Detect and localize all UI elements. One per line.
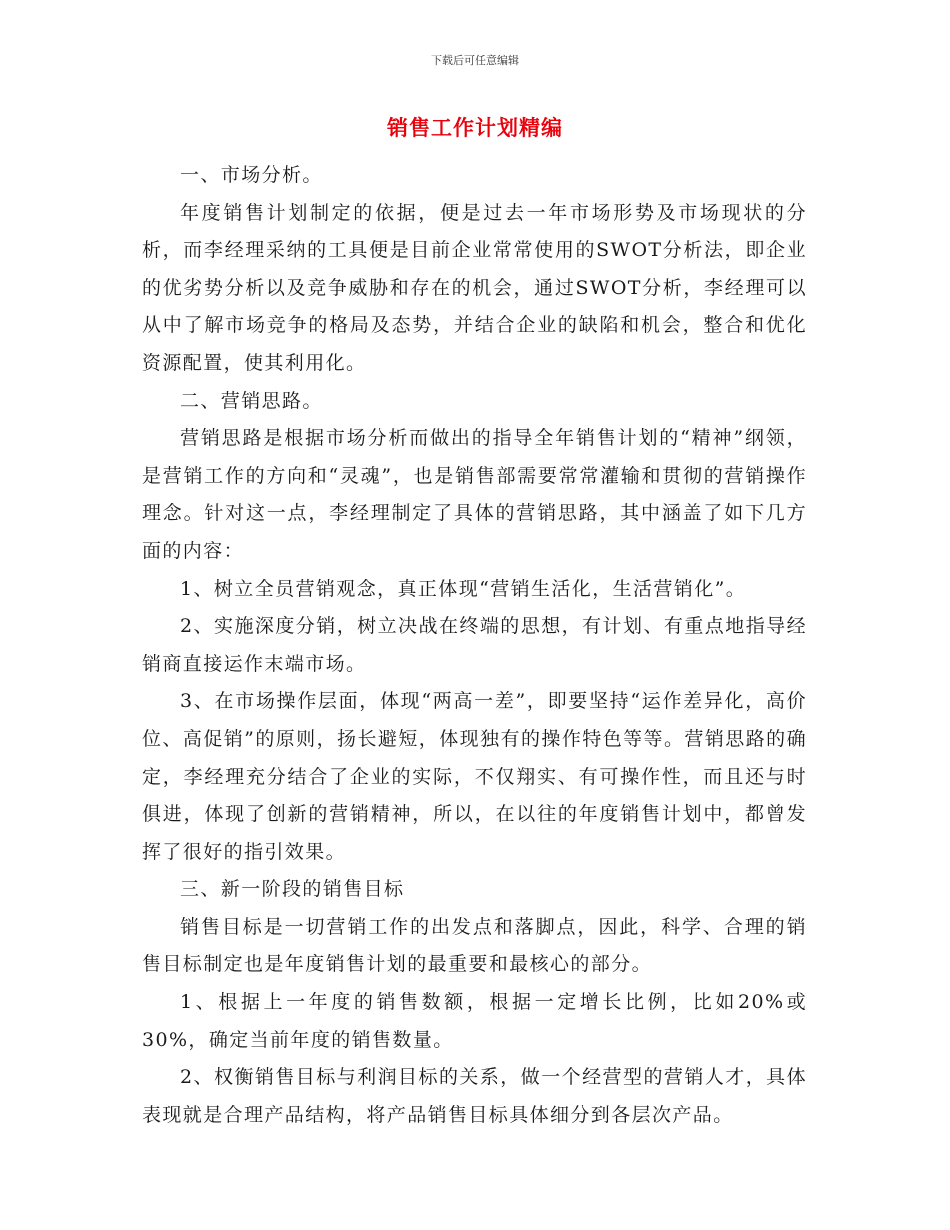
list-item-idea-2: 2、实施深度分销，树立决战在终端的思想，有计划、有重点地指导经销商直接运作末端市场。 [142,615,807,675]
list-item-idea-1: 1、树立全员营销观念，真正体现“营销生活化，生活营销化”。 [180,577,747,600]
list-item-target-2: 2、权衡销售目标与利润目标的关系，做一个经营型的营销人才，具体表现就是合理产品结构，将产品销售目标具体细分到各层次产品。 [142,1066,807,1126]
paragraph-sales-targets: 销售目标是一切营销工作的出发点和落脚点，因此，科学、合理的销售目标制定也是年度销售计划的最重要和最核心的部分。 [142,915,807,976]
list-item-idea-3: 3、在市场操作层面，体现“两高一差”，即要坚持“运作差异化，高价位、高促销”的原则，扬长避短，体现独有的操作特色等等。营销思路的确定，李经理充分结合了企业的实际，不仅翔实、有可操作性，而且还与时俱进，体现了创新的营销精神，所以，在以往的年度销售计划中，都曾发挥了很好的指引效果。 [142,690,807,863]
section-heading-market-analysis: 一、市场分析。 [180,164,323,186]
paragraph-market-analysis: 年度销售计划制定的依据，便是过去一年市场形势及市场现状的分析，而李经理采纳的工具便是目前企业常常使用的SWOT分析法，即企业的优劣势分析以及竞争威胁和存在的机会，通过SWOT分析，李经理可以从中了解市场竞争的格局及态势，并结合企业的缺陷和机会，整合和优化资源配置，使其利用化。 [142,201,807,374]
document-title: 销售工作计划精编 [387,116,563,140]
list-item-target-1: 1、根据上一年度的销售数额，根据一定增长比例，比如20%或30%，确定当前年度的销售数量。 [142,991,807,1051]
section-heading-marketing-ideas: 二、营销思路。 [180,389,323,412]
header-note: 下载后可任意编辑 [431,54,519,67]
document-body [142,157,807,1134]
section-heading-sales-targets: 三、新一阶段的销售目标 [180,878,405,901]
paragraph-marketing-ideas: 营销思路是根据市场分析而做出的指导全年销售计划的“精神”纲领，是营销工作的方向和“灵魂”，也是销售部需要常常灌输和贯彻的营销操作理念。针对这一点，李经理制定了具体的营销思路，其中涵盖了如下几方面的内容： [142,427,807,562]
